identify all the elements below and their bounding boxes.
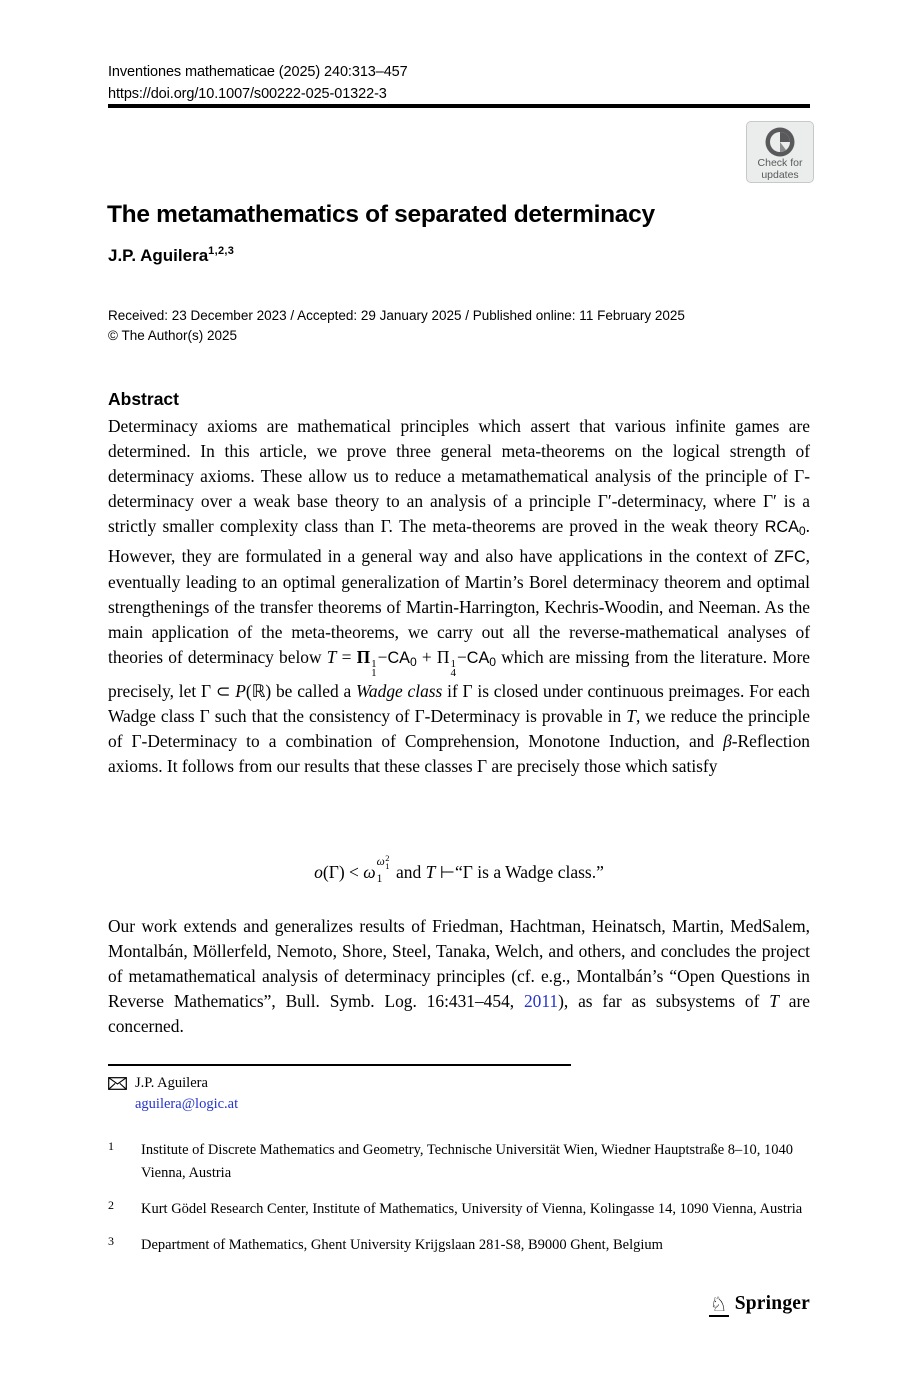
text-run: − [456, 647, 467, 668]
text-run: RCA [764, 518, 799, 536]
affiliation-number: 3 [108, 1234, 114, 1248]
publisher-logo [620, 1293, 810, 1317]
formula-exponent-omega: ω [376, 856, 385, 869]
text-run: β [723, 730, 732, 751]
formula-o: o [314, 862, 323, 882]
check-for-updates-badge[interactable] [746, 121, 814, 183]
check-for-updates-label-line2: updates [761, 168, 799, 181]
header-rule [108, 104, 810, 108]
author-affiliation-marks: 1,2,3 [208, 245, 235, 257]
formula-quoted-text: “Γ is a Wadge class.” [455, 862, 604, 882]
doi-line: https://doi.org/10.1007/s00222-025-01322-3 [108, 86, 387, 102]
abstract-paragraph-1 [108, 414, 810, 779]
received-accepted-published-line: Received: 23 December 2023 / Accepted: 29 January 2025 / Published online: 11 February 2025 [108, 308, 685, 323]
text-run: , eventually leading to an optimal generalization of Martin’s Borel determinacy theorem and optimal strengthenings of the transfer theorems of Martin-Harrington, Kechris-Woodin, and Neeman. As the main application of the meta-theorems, we carry out all the reverse-mathematical analyses of theories of determinacy below [108, 546, 810, 668]
correspondence-email-link[interactable]: aguilera@logic.at [135, 1096, 239, 1112]
text-run: T [769, 991, 779, 1011]
text-run: 0 [489, 655, 497, 670]
formula-relation: < [344, 862, 364, 882]
formula-exponent-sub: 1 [385, 860, 390, 871]
text-run: T [326, 647, 337, 668]
text-run: Wadge class [356, 680, 443, 701]
text-run: T [626, 705, 636, 726]
journal-citation: Inventiones mathematicae (2025) 240:313–457 [108, 64, 408, 80]
copyright-line: © The Author(s) 2025 [108, 328, 238, 343]
affiliation-text: Kurt Gödel Research Center, Institute of Mathematics, University of Vienna, Kolingasse 14, 1090 Vienna, Austria [141, 1201, 803, 1217]
check-for-updates-label-line1: Check for [757, 157, 803, 169]
crossmark-circle-icon [764, 126, 796, 158]
author-line [108, 245, 234, 266]
abstract-paragraph-2 [108, 914, 810, 1039]
text-run: , we reduce the principle of Γ-Determinacy to a combination of Comprehension, Monotone Induction, and [108, 705, 810, 751]
publisher-name: Springer [734, 1293, 810, 1314]
formula-base-sub: 1 [376, 873, 383, 886]
text-run: P [235, 680, 246, 701]
formula-omega-base: ω [363, 862, 376, 882]
citation-year-link[interactable]: 2011 [523, 991, 559, 1011]
author-name: J.P. Aguilera [108, 246, 209, 265]
affiliation-number: 2 [108, 1198, 114, 1212]
formula-gamma-paren: (Γ) [322, 862, 345, 882]
text-run: CA [387, 649, 410, 668]
text-run: = [336, 647, 357, 668]
affiliation-text: Institute of Discrete Mathematics and Geometry, Technische Universität Wien, Wiedner Hauptstraße 8–10, 1040 Vienna, Austria [141, 1142, 794, 1181]
affiliation-number: 1 [108, 1139, 114, 1153]
text-run: (ℝ) be called a [245, 680, 357, 701]
springer-knight-icon: ♘ [709, 1292, 728, 1316]
text-run: Determinacy axioms are mathematical principles which assert that various infinite games are determined. In this article, we prove three general meta-theorems on the logical strength of determinacy axioms. These allow us to reduce a metamathematical analysis of the principle of Γ-determinacy over a weak base theory to an analysis of a principle Γ′-determinacy, where Γ′ is a strictly smaller complexity class than Γ. The meta-theorems are proved in the weak theory [108, 416, 810, 536]
text-run: are concerned. [108, 991, 811, 1036]
affiliation-item-2 [108, 1198, 810, 1221]
text-run: Our work extends and generalizes results of Friedman, Hachtman, Heinatsch, Martin, MedSalem, Montalbán, Möllerfeld, Nemoto, Shore, Steel, Tanaka, Welch, and others, and concludes the project of metamathematical analysis of determinacy principles (cf. e.g., Montalbán’s “Open Questions in Reverse Mathematics”, Bull. Symb. Log. 16:431–454, [108, 916, 810, 1011]
text-run: -Reflection axioms. It follows from our results that these classes Γ are precisely those which satisfy [108, 730, 810, 776]
formula-exponent-sup: 2 [385, 853, 390, 864]
affiliation-text: Department of Mathematics, Ghent University Krijgslaan 281-S8, B9000 Ghent, Belgium [141, 1237, 663, 1253]
text-run: + Π [416, 647, 450, 668]
text-run: 1 4 [450, 657, 456, 680]
text-run: which are missing from the literature. More precisely, let Γ ⊂ [108, 647, 811, 701]
text-run: 0 [798, 524, 806, 539]
formula-conjunction: and [391, 862, 426, 882]
affiliation-item-3 [108, 1234, 810, 1257]
article-meta [108, 306, 810, 346]
text-run: 0 [409, 655, 417, 670]
text-run: ZFC [774, 548, 806, 567]
text-run: if Γ is closed under continuous preimages. For each Wadge class Γ such that the consistency of Γ-Determinacy is provable in [108, 680, 810, 726]
display-formula [108, 846, 810, 900]
text-run: CA [466, 649, 490, 668]
text-run: ), as far as subsystems of [558, 991, 770, 1011]
formula-exponent-stack [376, 853, 392, 886]
text-run: − [377, 647, 388, 668]
journal-header [108, 61, 810, 105]
page-title: The metamathematics of separated determinacy [107, 201, 655, 229]
envelope-icon [108, 1077, 127, 1090]
formula-T: T [425, 862, 436, 882]
text-run: Π [356, 647, 371, 668]
formula-turnstile: ⊢ [435, 862, 456, 882]
abstract-heading: Abstract [108, 389, 179, 409]
correspondence-block [108, 1073, 238, 1115]
text-run: 1 1 [371, 657, 377, 680]
footnote-rule [108, 1064, 571, 1066]
text-run: . However, they are formulated in a general way and also have applications in the context of [108, 516, 810, 567]
correspondence-name: J.P. Aguilera [135, 1075, 208, 1091]
affiliations-list [108, 1139, 810, 1270]
affiliation-item-1 [108, 1139, 810, 1185]
